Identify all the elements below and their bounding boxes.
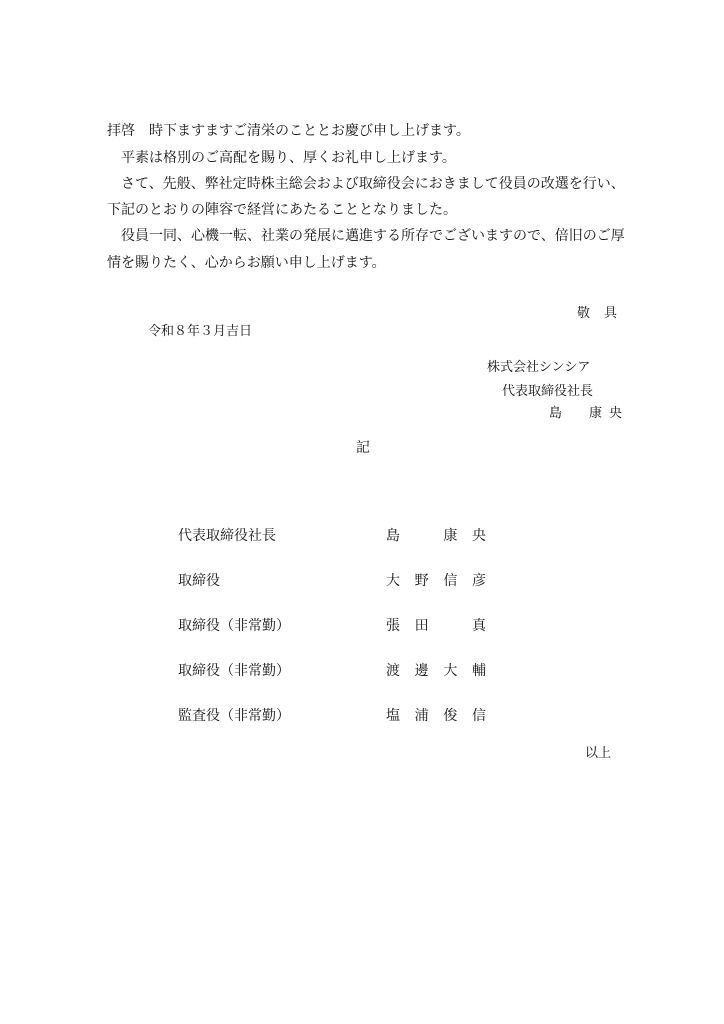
officer-name <box>386 570 486 590</box>
signer-title: 代表取締役社長 <box>502 384 594 399</box>
signer-name: 島 康央 <box>549 406 630 421</box>
name-char: 張 <box>386 618 400 634</box>
officer-row <box>178 705 498 750</box>
paragraph-line: さて、先般、弊社定時株主総会および取締役会におきまして役員の改選を行い、 <box>121 176 625 192</box>
name-char: 輔 <box>471 663 486 679</box>
name-char: 浦 <box>414 708 429 724</box>
officer-role: 代表取締役社長 <box>178 528 276 544</box>
name-char: 彦 <box>471 573 486 589</box>
name-char: 俊 <box>443 708 458 724</box>
officer-name <box>386 525 486 545</box>
officer-row <box>178 615 498 660</box>
notes-heading: 記 <box>356 440 370 456</box>
officer-role: 監査役（非常勤） <box>178 708 290 724</box>
officer-role: 取締役（非常勤） <box>178 663 290 679</box>
name-char <box>443 615 457 635</box>
name-char: 渡 <box>386 663 400 679</box>
officer-name <box>386 615 486 635</box>
closing-phrase: 敬具 <box>577 306 632 321</box>
name-char: 塩 <box>386 708 400 724</box>
name-char <box>415 525 429 545</box>
name-char: 康 <box>443 528 458 544</box>
paragraph-line: 下記のとおりの陣容で経営にあたることとなりました。 <box>107 202 457 218</box>
paragraph-line: 平素は格別のご高配を賜り、厚くお礼申し上げます。 <box>121 150 456 166</box>
officer-list <box>178 525 498 750</box>
name-char: 田 <box>414 618 429 634</box>
end-mark: 以上 <box>585 746 612 761</box>
paragraph-line: 情を賜りたく、心からお願い申し上げます。 <box>107 255 386 271</box>
officer-name <box>386 705 486 725</box>
name-char: 大 <box>443 663 458 679</box>
greeting-line: 拝啓 時下ますますご清栄のこととお慶び申し上げます。 <box>107 123 470 139</box>
officer-row <box>178 660 498 705</box>
name-char: 野 <box>414 573 429 589</box>
name-char: 邊 <box>414 663 429 679</box>
name-char: 真 <box>471 618 486 634</box>
officer-role: 取締役（非常勤） <box>178 618 290 634</box>
officer-name <box>386 660 486 680</box>
officer-role: 取締役 <box>178 573 220 589</box>
name-char: 信 <box>471 708 486 724</box>
name-char: 信 <box>443 573 458 589</box>
paragraph-line: 役員一同、心機一転、社業の発展に邁進する所存でございますので、倍旧のご厚 <box>121 228 625 244</box>
name-char: 島 <box>386 528 400 544</box>
company-name: 株式会社シンシア <box>487 360 591 375</box>
letter-date: 令和８年３月吉日 <box>148 324 253 339</box>
officer-row <box>178 570 498 615</box>
name-char: 央 <box>471 528 486 544</box>
officer-row <box>178 525 498 570</box>
name-char: 大 <box>386 573 400 589</box>
